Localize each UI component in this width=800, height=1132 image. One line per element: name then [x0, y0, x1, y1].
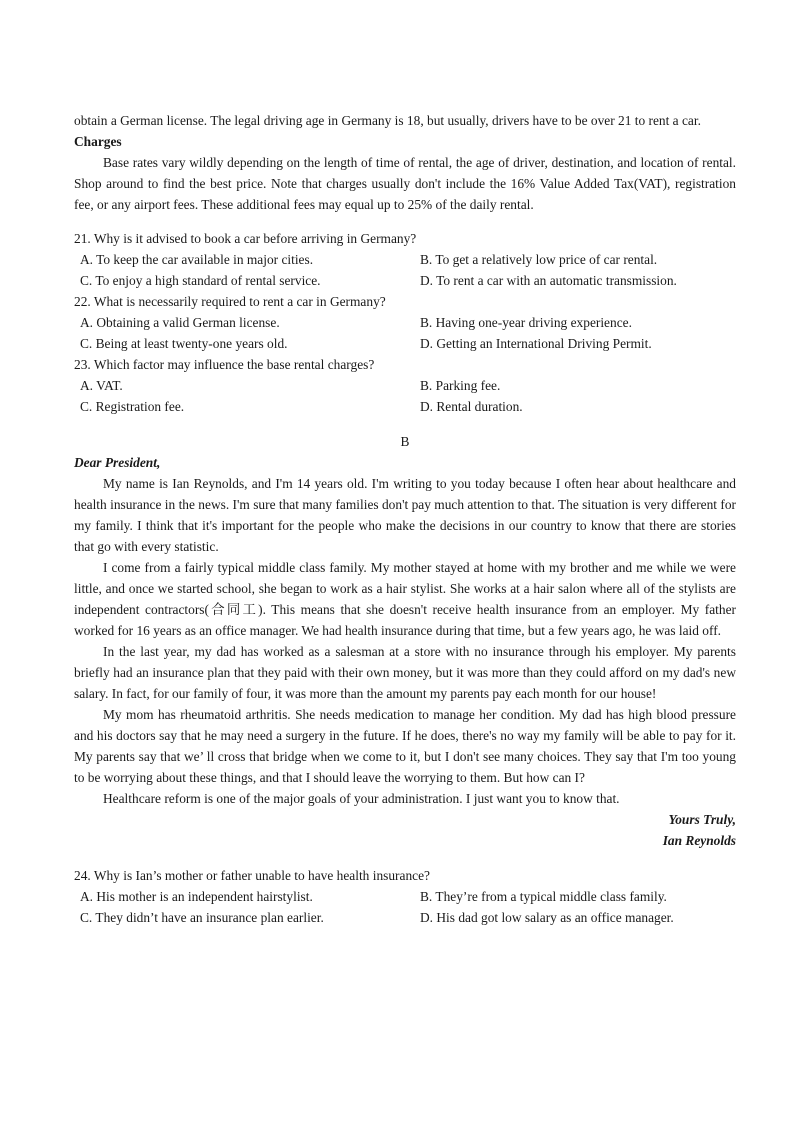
option-b: B. They’re from a typical middle class family.: [420, 889, 667, 904]
letter-paragraph-5: Healthcare reform is one of the major goals of your administration. I just want you to know that.: [103, 791, 620, 806]
question-stem: 22. What is necessarily required to rent a car in Germany?: [74, 294, 386, 309]
question-24: [74, 865, 736, 928]
option-b: B. Parking fee.: [420, 378, 501, 393]
option-a: A. Obtaining a valid German license.: [80, 315, 280, 330]
letter-paragraph-1: My name is Ian Reynolds, and I'm 14 years old. I'm writing to you today because I often hear about healthcare and health insurance in the news. I'm sure that many families don't pay much attention to that. The situation is very different for my family. I think that it's important for the people who make the decisions in our country to know that there are stories that go with every statistic.: [74, 476, 736, 554]
question-stem: 21. Why is it advised to book a car before arriving in Germany?: [74, 231, 417, 246]
option-c: C. To enjoy a high standard of rental service.: [80, 273, 321, 288]
question-stem: 24. Why is Ian’s mother or father unable to have health insurance?: [74, 868, 430, 883]
options-grid: [74, 312, 736, 354]
question-22: [74, 291, 736, 354]
option-d: D. Rental duration.: [420, 399, 523, 414]
letter-paragraph-4: My mom has rheumatoid arthritis. She needs medication to manage her condition. My dad has high blood pressure and his doctors say that he may need a surgery in the future. If he does, there's no way my family will be able to pay for it. My parents say that we’ ll cross that bridge when we come to it, but I don't see many choices. They say that I'm too young to be worrying about these things, and that I should leave the worrying to them. But how can I?: [74, 707, 736, 785]
question-stem: 23. Which factor may influence the base rental charges?: [74, 357, 375, 372]
charges-heading: Charges: [74, 134, 122, 149]
option-c: C. Being at least twenty-one years old.: [80, 336, 288, 351]
option-b: B. To get a relatively low price of car rental.: [420, 252, 658, 267]
option-d: D. His dad got low salary as an office manager.: [420, 910, 674, 925]
options-grid: [74, 249, 736, 291]
option-a: A. His mother is an independent hairstylist.: [80, 889, 313, 904]
option-a: A. To keep the car available in major cities.: [80, 252, 314, 267]
option-d: D. Getting an International Driving Permit.: [420, 336, 652, 351]
options-grid: [74, 886, 736, 928]
option-b: B. Having one-year driving experience.: [420, 315, 632, 330]
option-a: A. VAT.: [80, 378, 123, 393]
question-23: [74, 354, 736, 417]
option-c: C. Registration fee.: [80, 399, 185, 414]
option-d: D. To rent a car with an automatic transmission.: [420, 273, 677, 288]
charges-paragraph: Base rates vary wildly depending on the length of time of rental, the age of driver, destination, and location of rental. Shop around to find the best price. Note that charges usually don't include the 16% Value Added Tax(VAT), registration fee, or any airport fees. These additional fees may equal up to 25% of the daily rental.: [74, 155, 736, 212]
intro-paragraph: obtain a German license. The legal driving age in Germany is 18, but usually, drivers have to be over 21 to rent a car.: [74, 113, 701, 128]
letter-salutation: Dear President,: [74, 455, 161, 470]
section-b-label: B: [400, 434, 410, 449]
letter-signature: Ian Reynolds: [662, 833, 736, 848]
letter-closing: Yours Truly,: [668, 812, 736, 827]
options-grid: [74, 375, 736, 417]
letter-paragraph-3: In the last year, my dad has worked as a salesman at a store with no insurance through his employer. My parents briefly had an insurance plan that they paid with their own money, but it was more than they could afford on my dad's new salary. In fact, for our family of four, it was more than the amount my parents pay each month for our house!: [74, 644, 736, 701]
page-content: [74, 110, 736, 928]
letter-paragraph-2: I come from a fairly typical middle class family. My mother stayed at home with my brother and me while we were little, and once we started school, she began to work as a hair stylist. She works at a hair salon where all of the stylists are independent contractors(合同工). This means that she doesn't receive health insurance from an employer. My father worked for 16 years as an office manager. We had health insurance during that time, but a few years ago, he was laid off.: [74, 560, 736, 638]
question-21: [74, 228, 736, 291]
option-c: C. They didn’t have an insurance plan earlier.: [80, 910, 324, 925]
